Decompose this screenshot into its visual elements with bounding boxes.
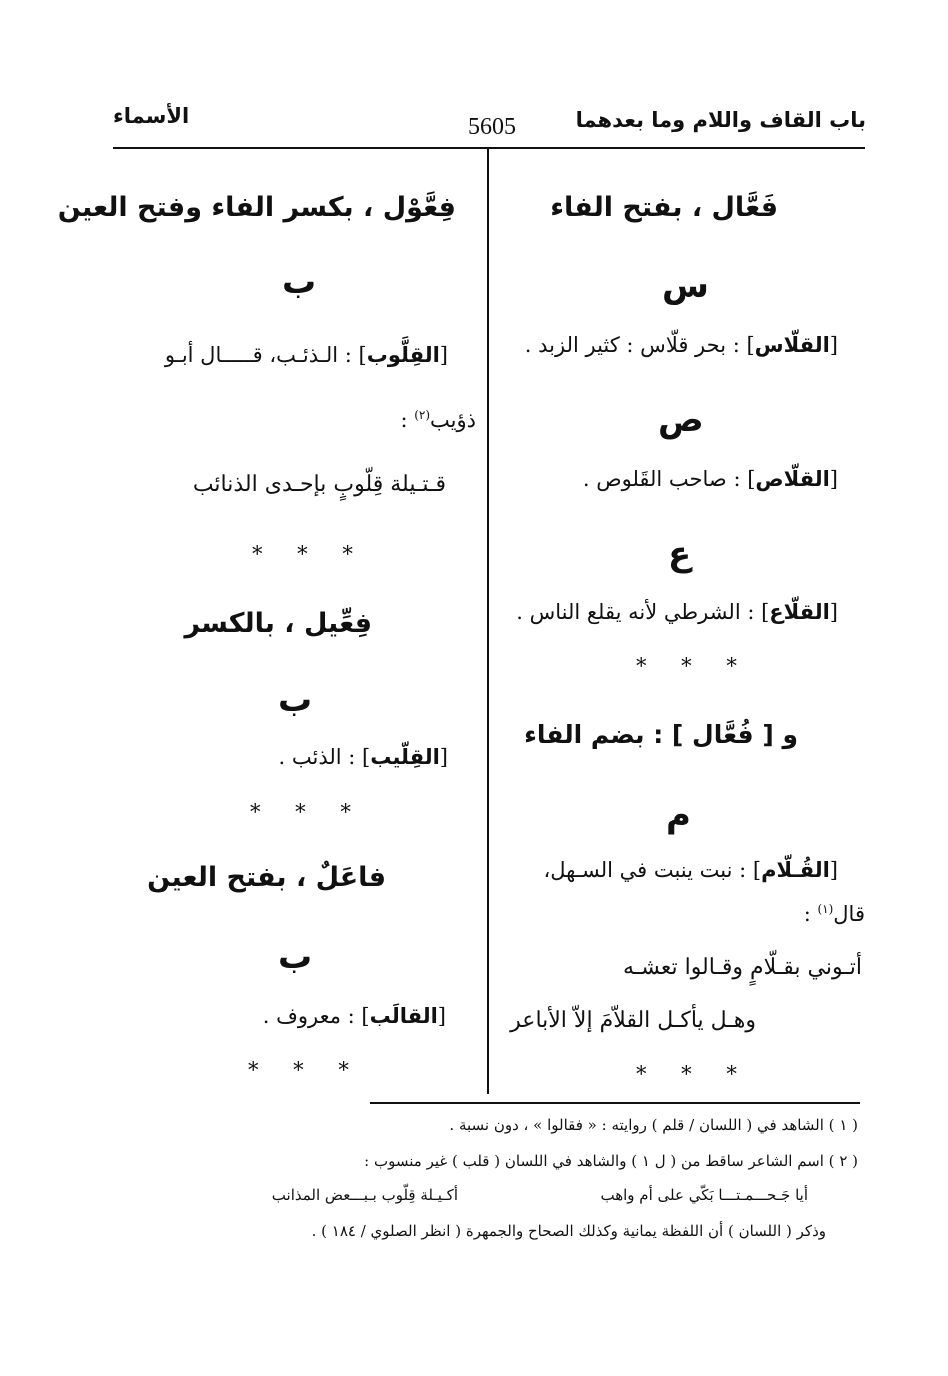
right-entry-2: [القلّاص] : صاحب القَلوص .	[582, 467, 838, 491]
right-entry-3-text: : الشرطي لأنه يقلع الناس .	[516, 600, 755, 624]
right-letter-1: س	[662, 266, 709, 306]
right-entry-1-headword: القلّاس	[754, 333, 830, 357]
left-entry-3-text: : معروف .	[262, 1004, 355, 1028]
right-verse-2: وهـل يأكـل القلاّمَ إلاّ الأباعر	[510, 1008, 756, 1033]
right-entry-3-headword: القلّاع	[769, 600, 830, 624]
left-entry-2: [القِلّيب] : الذئب .	[278, 745, 448, 769]
right-entry-4-text: : نبت ينبت في السـهل،	[543, 858, 747, 882]
header-rule	[113, 147, 865, 149]
right-heading-2: و [ فُعَّال ] : بضم الفاء	[524, 720, 798, 749]
poet-colon: :	[400, 408, 408, 432]
footnote-2-verse-1: أيا جَـحـــمـتـــا بَكّي على أم واهب	[600, 1186, 808, 1204]
footnote-ref-2: (٢)	[414, 408, 431, 422]
left-verse-1: قـتـيلة قِلّوبٍ بإحـدى الذنائب	[192, 472, 446, 497]
left-separator-1: * * *	[252, 542, 367, 566]
left-entry-3-headword: القالَب	[369, 1004, 438, 1028]
right-entry-2-headword: القلّاص	[755, 467, 830, 491]
left-heading-1: فِعَّوْل ، بكسر الفاء وفتح العين	[57, 192, 456, 223]
left-entry-2-headword: القِلّيب	[370, 745, 440, 769]
right-letter-2: ص	[658, 400, 704, 440]
left-separator-2: * * *	[250, 800, 365, 824]
right-letter-4: م	[666, 795, 691, 835]
header-right-title: باب القاف واللام وما بعدهما	[575, 108, 866, 132]
footnote-ref-1: (١)	[817, 902, 834, 916]
left-heading-2: فِعِّيل ، بالكسر	[184, 608, 372, 639]
right-entry-2-text: : صاحب القَلوص .	[582, 467, 741, 491]
left-letter-1: ب	[282, 262, 317, 302]
left-letter-3: ب	[278, 937, 313, 977]
left-separator-3: * * *	[248, 1058, 363, 1082]
left-entry-1-cont	[400, 408, 476, 432]
right-letter-3: ع	[668, 534, 692, 574]
right-entry-4-qal	[804, 902, 865, 926]
right-separator-2: * * *	[636, 1062, 751, 1086]
left-entry-3: [القالَب] : معروف .	[262, 1004, 446, 1028]
qal-word: قال	[833, 902, 865, 926]
footnote-rule	[370, 1102, 860, 1104]
right-heading-1: فَعَّال ، بفتح الفاء	[550, 192, 778, 223]
right-entry-1-text: : بحر قلّاس : كثير الزبد .	[524, 333, 740, 357]
header-left-title: الأسماء	[113, 104, 190, 128]
right-entry-4: [القُـلّام] : نبت ينبت في السـهل،	[543, 858, 838, 882]
page-number: 5605	[468, 114, 516, 140]
right-separator-1: * * *	[636, 654, 751, 678]
left-heading-3: فاعَلٌ ، بفتح العين	[147, 862, 386, 893]
right-entry-3: [القلّاع] : الشرطي لأنه يقلع الناس .	[516, 600, 838, 624]
footnote-3: وذكر ( اللسان ) أن اللفظة يمانية وكذلك الصحاح والجمهرة ( انظر الصلوي / ١٨٤ ) .	[311, 1222, 826, 1240]
column-divider	[487, 149, 489, 1094]
right-verse-1: أتـوني بقـلّامٍ وقـالوا تعشـه	[622, 955, 862, 980]
right-entry-4-headword: القُـلّام	[761, 858, 830, 882]
footnote-2-verse-2: أكـيـلة قِلّوب بـبـــعض المذانب	[271, 1186, 458, 1204]
poet-name: ذؤيب	[430, 408, 476, 432]
left-entry-1: [القِلَّوب] : الـذئـب، قـــــال أبـو	[164, 343, 448, 367]
footnote-2: ( ٢ ) اسم الشاعر ساقط من ( ل ١ ) والشاهد في اللسان ( قلب ) غير منسوب :	[364, 1152, 858, 1170]
left-entry-1-headword: القِلَّوب	[366, 343, 440, 367]
left-entry-1-text: : الـذئـب، قـــــال أبـو	[164, 343, 352, 367]
left-entry-2-text: : الذئب .	[278, 745, 356, 769]
qal-colon: :	[803, 902, 811, 926]
footnote-1: ( ١ ) الشاهد في ( اللسان / قلم ) روايته : « فقالوا » ، دون نسبة .	[449, 1116, 858, 1134]
right-entry-1: [القلّاس] : بحر قلّاس : كثير الزبد .	[524, 333, 838, 357]
left-letter-2: ب	[278, 680, 313, 720]
